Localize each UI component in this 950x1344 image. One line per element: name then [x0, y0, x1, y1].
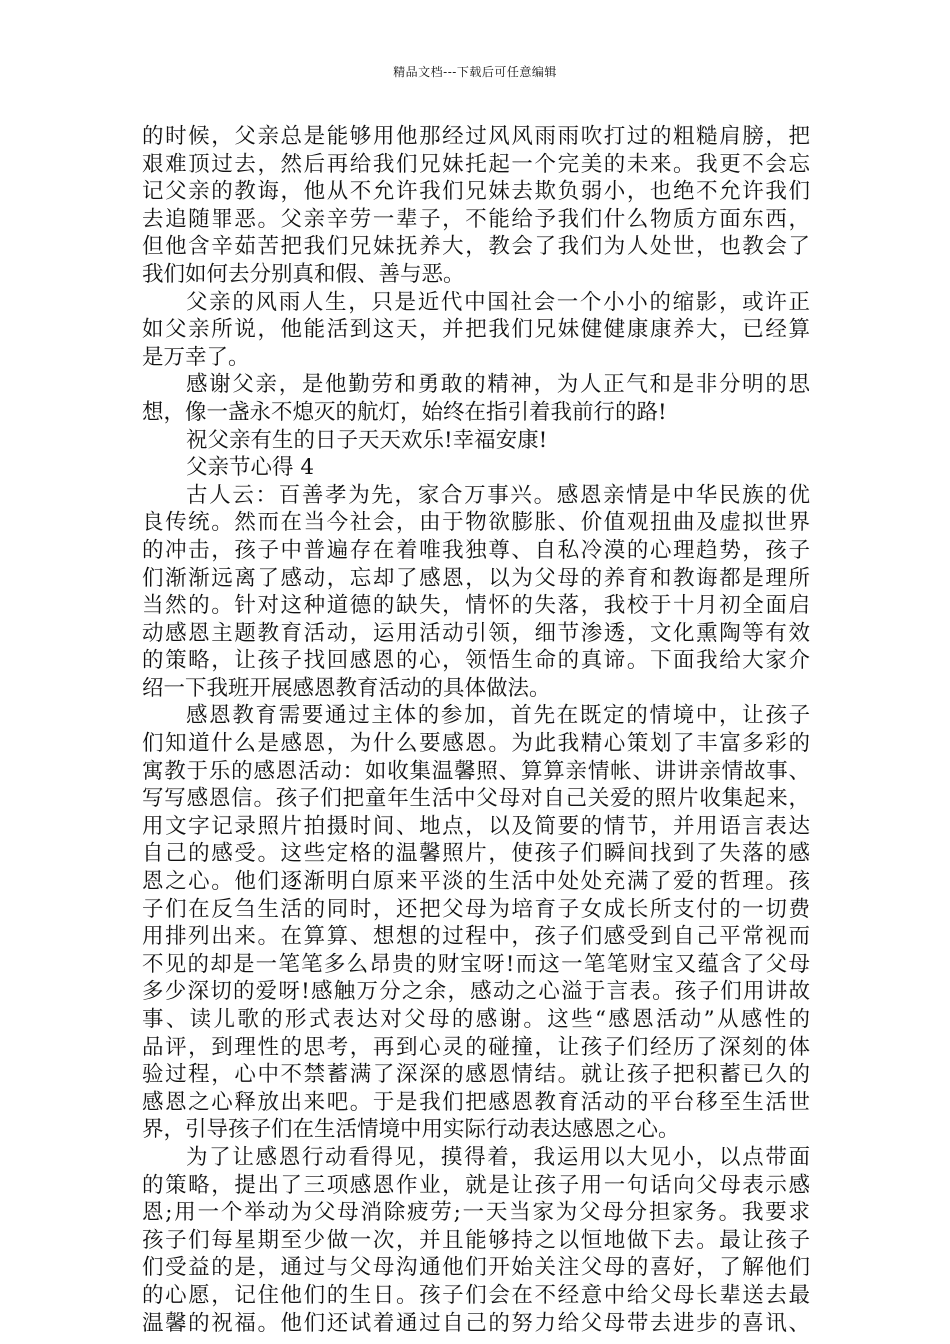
text-line: 父亲的风雨人生，只是近代中国社会一个小小的缩影，或许正	[186, 289, 810, 315]
text-line: 的时候，父亲总是能够用他那经过风风雨雨吹打过的粗糙肩膀，把	[142, 124, 810, 149]
text-line: 的策略，让孩子找回感恩的心，领悟生命的真谛。下面我给大家介	[142, 648, 810, 674]
text-line: 但他含辛茹苦把我们兄妹抚养大，教会了我们为人处世，也教会了	[142, 234, 810, 260]
text-line: 事、读儿歌的形式表达对父母的感谢。这些“感恩活动”从感性的	[142, 1007, 810, 1032]
text-line: 自己的感受。这些定格的温馨照片，使孩子们瞬间找到了失落的感	[142, 841, 810, 867]
text-line: 感恩教育需要通过主体的参加，首先在既定的情境中，让孩子	[186, 703, 810, 729]
text-line: 品评，到理性的思考，再到心灵的碰撞，让孩子们经历了深刻的体	[142, 1034, 810, 1060]
text-line: 是万幸了。	[142, 344, 250, 370]
text-line: 动感恩主题教育活动，运用活动引领，细节渗透，文化熏陶等有效	[142, 620, 810, 646]
text-line: 艰难顶过去，然后再给我们兄妹托起一个完美的未来。我更不会忘	[142, 151, 810, 177]
text-line: 想，像一盏永不熄灭的航灯，始终在指引着我前行的路!	[142, 399, 667, 425]
text-line: 们受益的是，通过与父母沟通他们开始关注父母的喜好，了解他们	[142, 1255, 810, 1281]
text-line: 绍一下我班开展感恩教育活动的具体做法。	[142, 675, 551, 701]
text-line: 写写感恩信。孩子们把童年生活中父母对自己关爱的照片收集起来，	[142, 786, 810, 812]
text-line: 子们在反刍生活的同时，还把父母为培育子女成长所支付的一切费	[142, 896, 810, 922]
text-line: 界，引导孩子们在生活情境中用实际行动表达感恩之心。	[142, 1117, 680, 1143]
text-line: 们知道什么是感恩，为什么要感恩。为此我精心策划了丰富多彩的	[142, 731, 810, 757]
text-line: 去追随罪恶。父亲辛劳一辈子，不能给予我们什么物质方面东西，	[142, 206, 810, 232]
text-line: 的冲击，孩子中普遍存在着唯我独尊、自私冷漠的心理趋势，孩子	[142, 537, 810, 563]
text-line: 恩;用一个举动为父母消除疲劳;一天当家为父母分担家务。我要求	[142, 1200, 810, 1226]
text-line: 的心愿，记住他们的生日。孩子们会在不经意中给父母长辈送去最	[142, 1282, 810, 1308]
text-line: 如父亲所说，他能活到这天，并把我们兄妹健健康康养大，已经算	[142, 317, 810, 343]
text-line: 父亲节心得 4	[186, 455, 315, 481]
text-line: 当然的。针对这种道德的缺失，情怀的失落，我校于十月初全面启	[142, 593, 810, 619]
text-line: 感谢父亲，是他勤劳和勇敢的精神，为人正气和是非分明的思	[186, 372, 810, 398]
text-line: 恩之心。他们逐渐明白原来平淡的生活中处处充满了爱的哲理。孩	[142, 869, 810, 895]
text-line: 感恩之心释放出来吧。于是我们把感恩教育活动的平台移至生活世	[142, 1089, 810, 1115]
text-line: 用文字记录照片拍摄时间、地点，以及简要的情节，并用语言表达	[142, 813, 810, 839]
text-line: 寓教于乐的感恩活动：如收集温馨照、算算亲情帐、讲讲亲情故事、	[142, 758, 810, 784]
document-body	[142, 123, 810, 1337]
text-line: 祝父亲有生的日子天天欢乐!幸福安康!	[186, 427, 548, 453]
text-line: 记父亲的教诲，他从不允许我们兄妹去欺负弱小，也绝不允许我们	[142, 179, 810, 205]
text-line: 不见的却是一笔笔多么昂贵的财宝呀!而这一笔笔财宝又蕴含了父母	[142, 951, 810, 977]
text-line: 良传统。然而在当今社会，由于物欲膨胀、价值观扭曲及虚拟世界	[142, 510, 810, 536]
page-header: 精品文档---下载后可任意编辑	[393, 65, 557, 79]
text-line: 温馨的祝福。他们还试着通过自己的努力给父母带去进步的喜讯、	[142, 1310, 810, 1336]
text-line: 验过程，心中不禁蓄满了深深的感恩情结。就让孩子把积蓄已久的	[142, 1062, 810, 1088]
text-line: 的策略，提出了三项感恩作业，就是让孩子用一句话向父母表示感	[142, 1172, 810, 1198]
text-line: 古人云：百善孝为先，家合万事兴。感恩亲情是中华民族的优	[186, 482, 810, 508]
text-line: 多少深切的爱呀!感触万分之余，感动之心溢于言表。孩子们用讲故	[142, 979, 810, 1005]
text-line: 我们如何去分别真和假、善与恶。	[142, 261, 465, 287]
text-line: 们渐渐远离了感动，忘却了感恩，以为父母的养育和教诲都是理所	[142, 565, 810, 591]
text-line: 用排列出来。在算算、想想的过程中，孩子们感受到自己平常视而	[142, 924, 810, 950]
text-line: 孩子们每星期至少做一次，并且能够持之以恒地做下去。最让孩子	[142, 1227, 810, 1253]
text-line: 为了让感恩行动看得见，摸得着，我运用以大见小，以点带面	[186, 1144, 810, 1170]
